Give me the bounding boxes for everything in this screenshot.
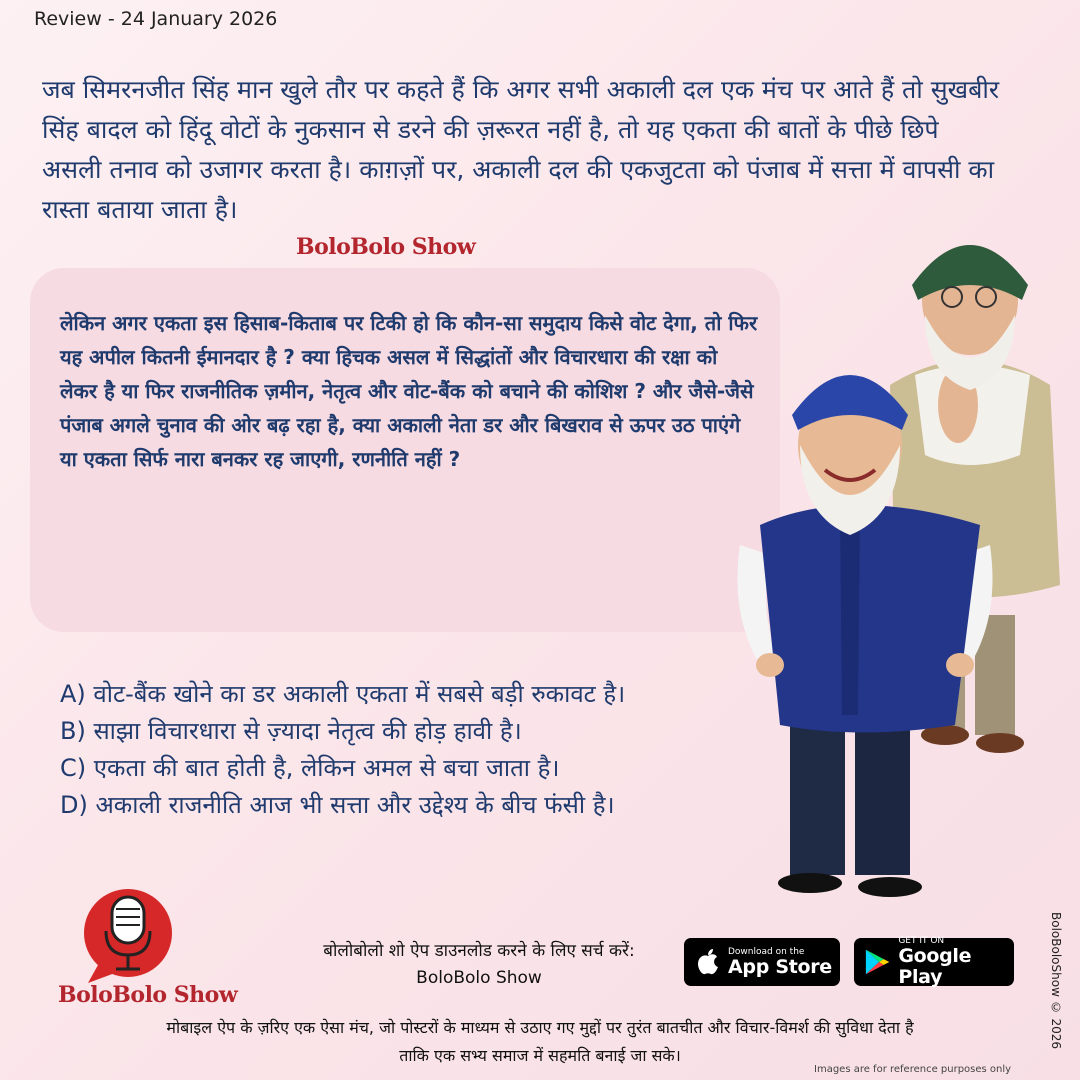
footer-line-1: मोबाइल ऐप के ज़रिए एक ऐसा मंच, जो पोस्टरों के माध्यम से उठाए गए मुद्दों पर तुरंत बातचीत और विचार-विमर्श की सुविधा देता है [166,1018,914,1037]
google-play-button[interactable] [854,938,1014,986]
microphone-speech-bubble-icon [60,885,220,985]
app-store-button[interactable] [684,938,840,986]
download-line-2: BoloBolo Show [416,968,542,988]
google-play-icon [864,947,890,977]
option-d[interactable]: D) अकाली राजनीति आज भी सत्ता और उद्देश्य के बीच फंसी है। [60,791,615,819]
download-instruction [298,938,660,992]
google-play-small-label: GET IT ON [898,936,945,946]
option-b[interactable]: B) साझा विचारधारा से ज़्यादा नेतृत्व की होड़ हावी है। [60,717,522,745]
brand-logo-text: BoloBolo Show [58,982,238,1008]
footer-description [40,1014,1040,1070]
poll-options [60,676,625,824]
question-text: लेकिन अगर एकता इस हिसाब-किताब पर टिकी हो कि कौन-सा समुदाय किसे वोट देगा, तो फिर यह अपील कितनी ईमानदार है ? क्या हिचक असल में सिद्धांतों और विचारधारा की रक्षा को लेकर है या फिर राजनीतिक ज़मीन, नेतृत्व और वोट-बैंक को बचाने की कोशिश ? और जैसे-जैसे पंजाब अगले चुनाव की ओर बढ़ रहा है, क्या अकाली नेता डर और बिखराव से ऊपर उठ पाएंगे या एकता सिर्फ नारा बनकर रह जाएगी, रणनीति नहीं ? [60,311,758,471]
option-c[interactable]: C) एकता की बात होती है, लेकिन अमल से बचा जाता है। [60,754,560,782]
option-a[interactable]: A) वोट-बैंक खोने का डर अकाली एकता में सबसे बड़ी रुकावट है। [60,680,626,708]
leaders-illustration [730,215,1070,910]
intro-paragraph: जब सिमरनजीत सिंह मान खुले तौर पर कहते हैं कि अगर सभी अकाली दल एक मंच पर आते हैं तो सुखबीर सिंह बादल को हिंदू वोटों के नुकसान से डरने की ज़रूरत नहीं है, तो यह एकता की बातों के पीछे छिपे असली तनाव को उजागर करता है। काग़ज़ों पर, अकाली दल की एकजुटता को पंजाब में सत्ता में वापसी का रास्ता बताया जाता है। [42,75,1000,224]
app-store-small-label: Download on the [728,946,805,957]
app-store-label: App Store [728,955,832,978]
copyright-text: BoloBoloShow © 2026 [1049,912,1063,1050]
apple-icon [696,948,720,976]
question-box [30,268,780,632]
review-date: Review - 24 January 2026 [34,8,278,30]
footer-line-2: ताकि एक सभ्य समाज में सहमति बनाई जा सके। [399,1046,681,1065]
download-line-1: बोलोबोलो शो ऐप डाउनलोड करने के लिए सर्च करें: [323,941,635,961]
image-disclaimer: Images are for reference purposes only [814,1064,1012,1075]
brand-watermark: BoloBolo Show [296,234,476,260]
google-play-label: Google Play [898,945,972,988]
